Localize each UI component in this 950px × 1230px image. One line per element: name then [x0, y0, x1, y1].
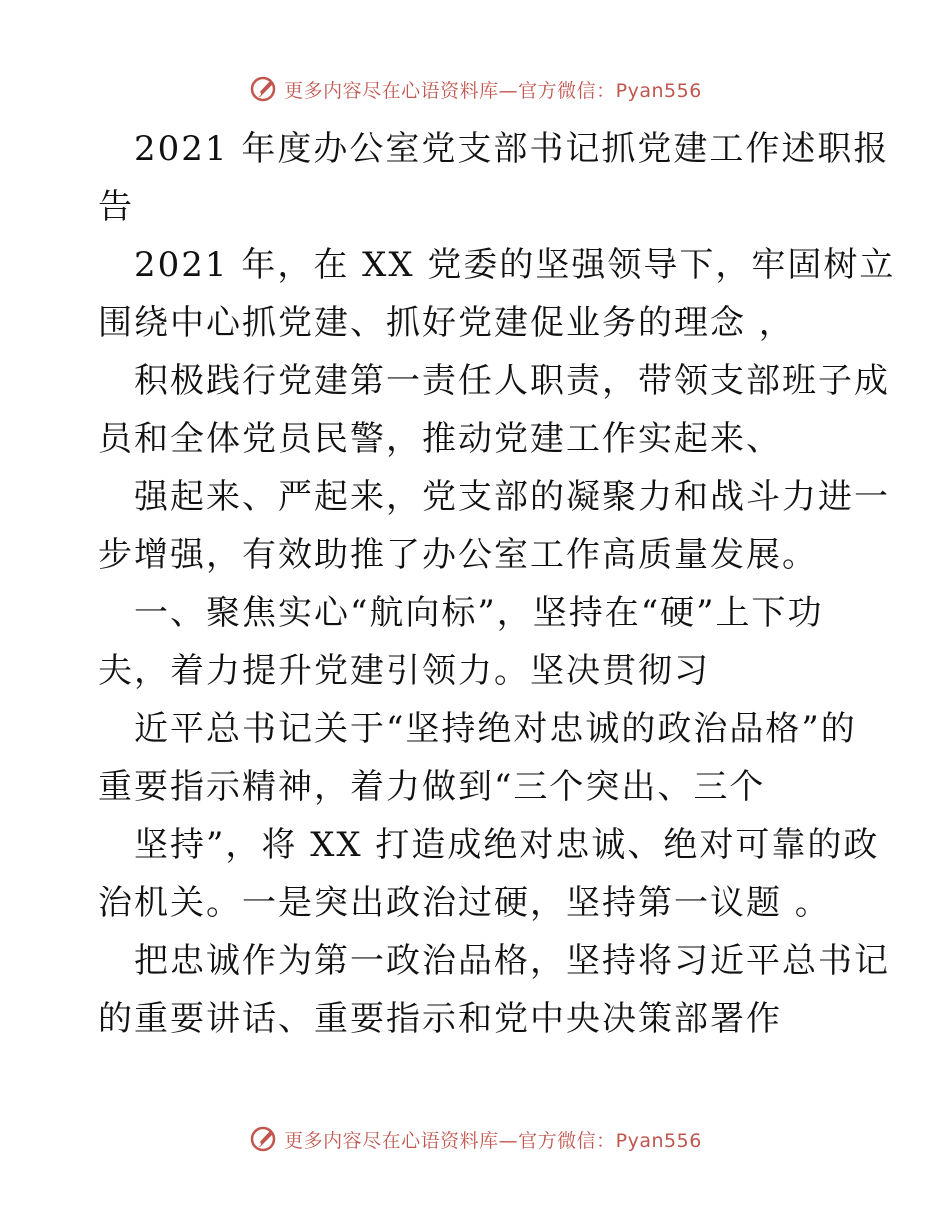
pen-nib-circle-icon — [248, 1123, 280, 1155]
text-line: 2021 年，在 XX 党委的坚强领导下，牢固树立 — [134, 245, 896, 285]
text-line: 夫，着力提升党建引领力。坚决贯彻习 — [98, 651, 710, 691]
text-line: 治机关。一是突出政治过硬，坚持第一议题 。 — [98, 883, 831, 923]
text-line: 积极践行党建第一责任人职责，带领支部班子成 — [134, 361, 890, 401]
pen-nib-circle-icon — [248, 73, 280, 105]
text-line: 一、聚焦实心“航向标”，坚持在“硬”上下功 — [134, 593, 824, 633]
document-body — [98, 120, 896, 1048]
text-line: 步增强，有效助推了办公室工作高质量发展。 — [98, 535, 818, 575]
watermark-text: 更多内容尽在心语资料库—官方微信：Pyan556 — [284, 1129, 702, 1152]
title-line-2: 告 — [98, 187, 134, 227]
header-watermark — [0, 72, 950, 106]
text-line: 把忠诚作为第一政治品格，坚持将习近平总书记 — [134, 941, 890, 981]
text-line: 员和全体党员民警，推动党建工作实起来、 — [98, 419, 782, 459]
footer-watermark — [0, 1122, 950, 1156]
text-line: 的重要讲话、重要指示和党中央决策部署作 — [98, 999, 782, 1039]
watermark-text: 更多内容尽在心语资料库—官方微信：Pyan556 — [284, 79, 702, 102]
text-line: 近平总书记关于“坚持绝对忠诚的政治品格”的 — [134, 709, 857, 749]
text-line: 坚持”，将 XX 打造成绝对忠诚、绝对可靠的政 — [134, 825, 880, 865]
text-line: 围绕中心抓党建、抓好党建促业务的理念 ， — [98, 303, 795, 343]
text-line: 重要指示精神，着力做到“三个突出、三个 — [98, 767, 766, 807]
title-line-1: 2021 年度办公室党支部书记抓党建工作述职报 — [134, 129, 890, 169]
text-line: 强起来、严起来，党支部的凝聚力和战斗力进一 — [134, 477, 890, 517]
